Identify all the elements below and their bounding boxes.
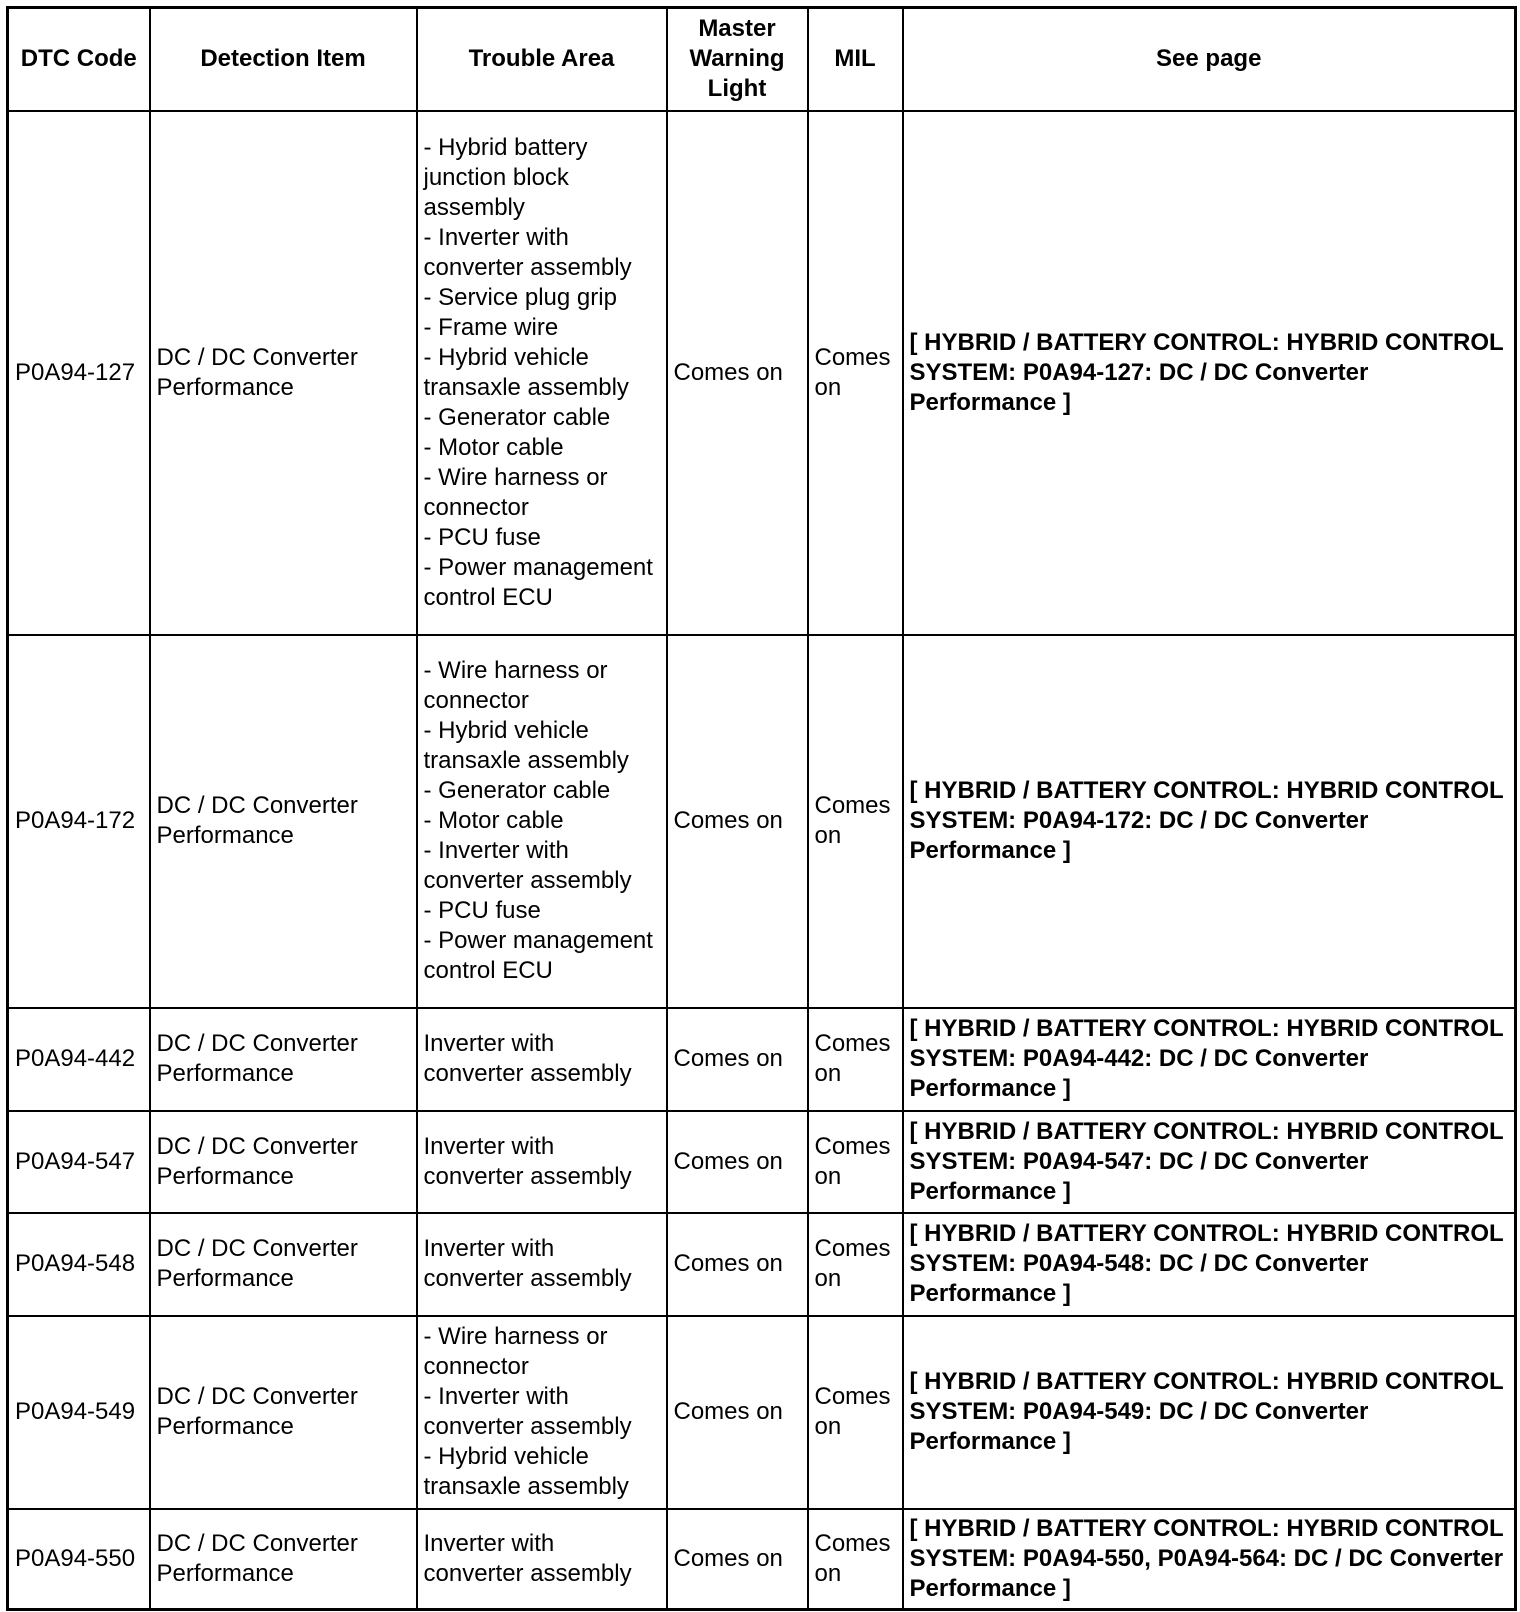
trouble-area-line: - Motor cable (423, 807, 564, 834)
master-warning-light-cell: Comes on (667, 1509, 808, 1610)
master-warning-light-cell: Comes on (667, 111, 808, 635)
trouble-area-line: - Hybrid battery junction block assembly (423, 133, 588, 221)
trouble-area-line: - Generator cable (423, 403, 611, 431)
trouble-area-line: Inverter with converter assembly (423, 1529, 632, 1587)
master-warning-light-cell: Comes on (667, 1316, 808, 1509)
table-row (8, 111, 1516, 635)
dtc-code-cell: P0A94-550 (8, 1509, 150, 1610)
trouble-area-line: - Service plug grip (423, 283, 617, 311)
trouble-area-line: - Hybrid vehicle transaxle assembly (423, 1443, 629, 1500)
trouble-area-line: - Wire harness or connector (423, 1323, 608, 1380)
table-row (8, 1316, 1516, 1509)
dtc-code-cell: P0A94-127 (8, 111, 150, 635)
mil-cell: Comes on (808, 1008, 903, 1111)
table-body (8, 111, 1516, 1610)
detection-item-cell: DC / DC Converter Performance (150, 1213, 417, 1316)
trouble-area-line: - Wire harness or connector (423, 463, 608, 521)
trouble-area-line: - Inverter with converter assembly (423, 837, 632, 894)
trouble-area-line: - PCU fuse (423, 897, 541, 924)
trouble-area-line: - Motor cable (423, 433, 564, 461)
table-row (8, 635, 1516, 1008)
table-row (8, 1509, 1516, 1610)
detection-item-cell: DC / DC Converter Performance (150, 111, 417, 635)
header-mil: MIL (808, 8, 903, 111)
mil-cell: Comes on (808, 1316, 903, 1509)
table-row (8, 1008, 1516, 1111)
detection-item-cell: DC / DC Converter Performance (150, 1111, 417, 1213)
trouble-area-cell (417, 111, 667, 635)
header-detection-item: Detection Item (150, 8, 417, 111)
see-page-link[interactable]: [ HYBRID / BATTERY CONTROL: HYBRID CONTROL SYSTEM: P0A94-550, P0A94-564: DC / DC Converter Performance ] (903, 1509, 1516, 1610)
detection-item-cell: DC / DC Converter Performance (150, 1316, 417, 1509)
detection-item-cell: DC / DC Converter Performance (150, 1008, 417, 1111)
trouble-area-line: - Power management control ECU (423, 553, 653, 611)
dtc-code-cell: P0A94-549 (8, 1316, 150, 1509)
header-trouble-area: Trouble Area (417, 8, 667, 111)
trouble-area-cell (417, 635, 667, 1008)
see-page-link[interactable]: [ HYBRID / BATTERY CONTROL: HYBRID CONTROL SYSTEM: P0A94-548: DC / DC Converter Performance ] (903, 1213, 1516, 1316)
dtc-code-cell: P0A94-442 (8, 1008, 150, 1111)
trouble-area-line: - Hybrid vehicle transaxle assembly (423, 343, 629, 401)
mil-cell: Comes on (808, 1509, 903, 1610)
mil-cell: Comes on (808, 1213, 903, 1316)
table-row (8, 1111, 1516, 1213)
mil-cell: Comes on (808, 111, 903, 635)
trouble-area-line: - Wire harness or connector (423, 657, 608, 714)
header-master-warning-light: Master Warning Light (667, 8, 808, 111)
see-page-link[interactable]: [ HYBRID / BATTERY CONTROL: HYBRID CONTROL SYSTEM: P0A94-172: DC / DC Converter Performance ] (903, 635, 1516, 1008)
trouble-area-line: - Frame wire (423, 313, 559, 341)
trouble-area-line: - Inverter with converter assembly (423, 223, 632, 281)
mil-cell: Comes on (808, 635, 903, 1008)
trouble-area-line: Inverter with converter assembly (423, 1235, 632, 1292)
master-warning-light-cell: Comes on (667, 1111, 808, 1213)
trouble-area-line: Inverter with converter assembly (423, 1030, 632, 1087)
header-see-page: See page (903, 8, 1516, 111)
detection-item-cell: DC / DC Converter Performance (150, 635, 417, 1008)
see-page-link[interactable]: [ HYBRID / BATTERY CONTROL: HYBRID CONTROL SYSTEM: P0A94-547: DC / DC Converter Performance ] (903, 1111, 1516, 1213)
table-header-row (8, 8, 1516, 111)
trouble-area-cell (417, 1213, 667, 1316)
trouble-area-line: - PCU fuse (423, 523, 541, 551)
trouble-area-line: Inverter with converter assembly (423, 1132, 632, 1190)
trouble-area-line: - Hybrid vehicle transaxle assembly (423, 717, 629, 774)
see-page-link[interactable]: [ HYBRID / BATTERY CONTROL: HYBRID CONTROL SYSTEM: P0A94-442: DC / DC Converter Performance ] (903, 1008, 1516, 1111)
trouble-area-line: - Inverter with converter assembly (423, 1383, 632, 1440)
trouble-area-line: - Generator cable (423, 777, 611, 804)
dtc-table (6, 6, 1517, 1611)
header-dtc-code: DTC Code (8, 8, 150, 111)
trouble-area-line: - Power management control ECU (423, 927, 653, 984)
detection-item-cell: DC / DC Converter Performance (150, 1509, 417, 1610)
dtc-code-cell: P0A94-547 (8, 1111, 150, 1213)
master-warning-light-cell: Comes on (667, 1213, 808, 1316)
mil-cell: Comes on (808, 1111, 903, 1213)
table-row (8, 1213, 1516, 1316)
trouble-area-cell (417, 1316, 667, 1509)
dtc-code-cell: P0A94-172 (8, 635, 150, 1008)
master-warning-light-cell: Comes on (667, 635, 808, 1008)
trouble-area-cell (417, 1509, 667, 1610)
master-warning-light-cell: Comes on (667, 1008, 808, 1111)
see-page-link[interactable]: [ HYBRID / BATTERY CONTROL: HYBRID CONTROL SYSTEM: P0A94-127: DC / DC Converter Performance ] (903, 111, 1516, 635)
trouble-area-cell (417, 1111, 667, 1213)
trouble-area-cell (417, 1008, 667, 1111)
dtc-code-cell: P0A94-548 (8, 1213, 150, 1316)
see-page-link[interactable]: [ HYBRID / BATTERY CONTROL: HYBRID CONTROL SYSTEM: P0A94-549: DC / DC Converter Performance ] (903, 1316, 1516, 1509)
